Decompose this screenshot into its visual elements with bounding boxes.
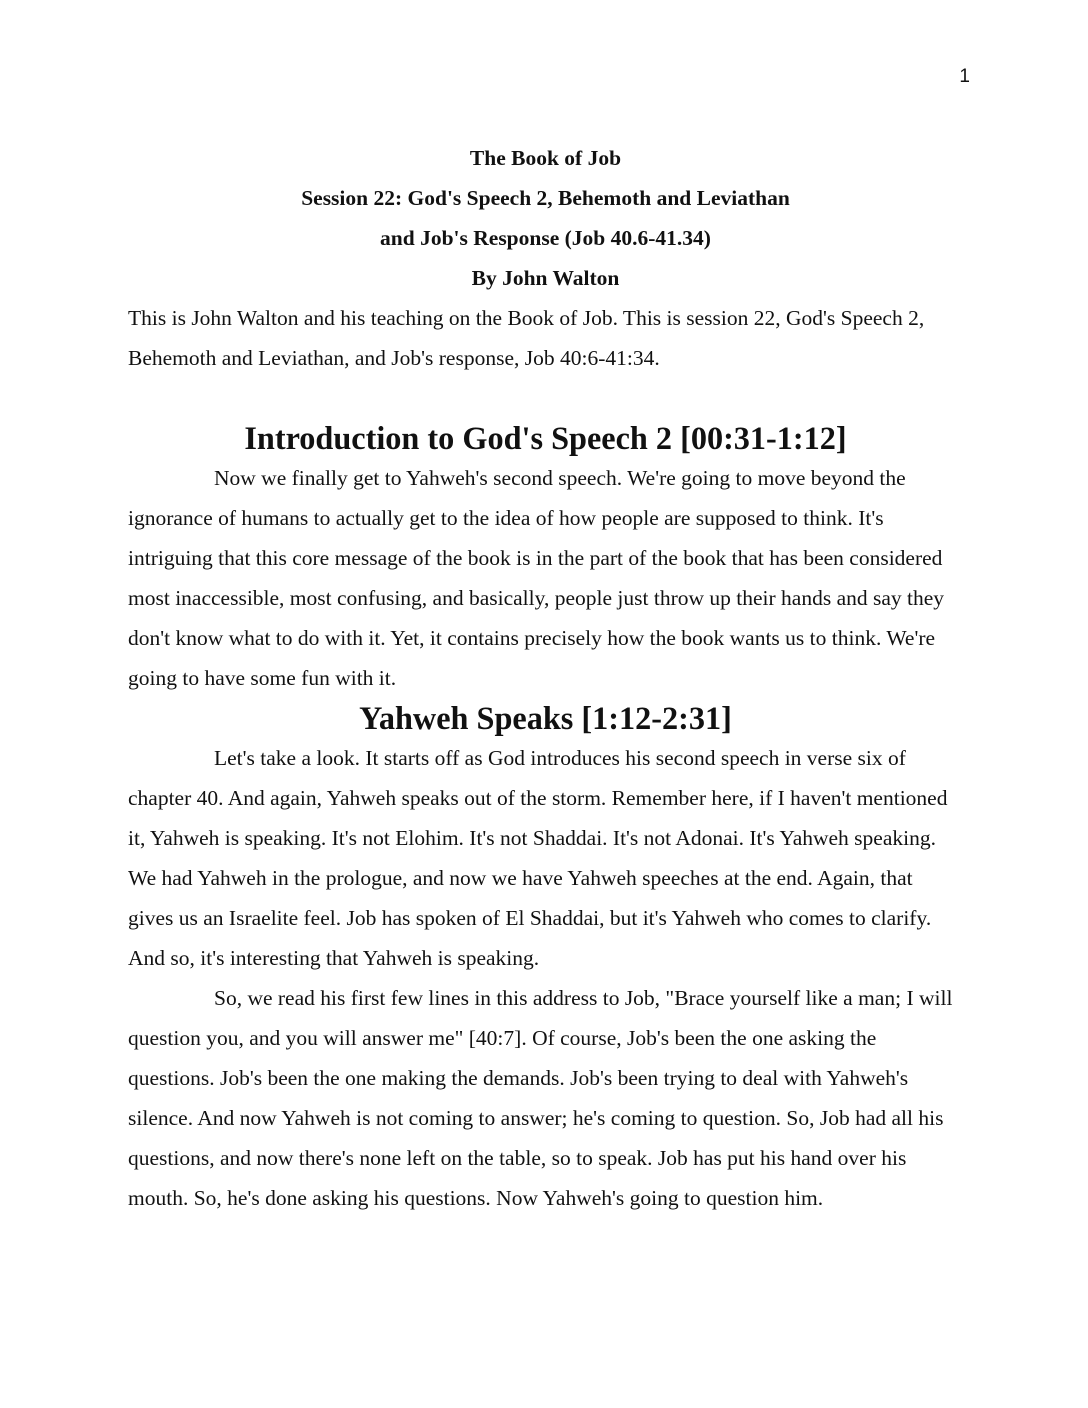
- page-number: 1: [959, 66, 970, 87]
- intro-paragraph: This is John Walton and his teaching on the Book of Job. This is session 22, God's Speech 2, Behemoth and Leviathan, and Job's response, Job 40:6-41:34.: [128, 306, 925, 370]
- body-paragraph: So, we read his first few lines in this address to Job, "Brace yourself like a man; I will question you, and you will answer me" [40:7]. Of course, Job's been the one asking the questions. Job's been the one making the demands. Job's been trying to deal with Yahweh's silence. And now Yahweh is not coming to answer; he's coming to question. So, Job had all his questions, and now there's none left on the table, so to speak. Job has put his hand over his mouth. So, he's done asking his questions. Now Yahweh's going to question him.: [128, 986, 953, 1210]
- section-heading-introduction: Introduction to God's Speech 2 [00:31-1:12]: [244, 420, 847, 456]
- body-paragraph: Now we finally get to Yahweh's second speech. We're going to move beyond the ignorance of humans to actually get to the idea of how people are supposed to think. It's intriguing that this core message of the book is in the part of the book that has been considered most inaccessible, most confusing, and basically, people just throw up their hands and say they don't know what to do with it. Yet, it contains precisely how the book wants us to think. We're going to have some fun with it.: [128, 466, 945, 690]
- section-heading-yahweh-speaks: Yahweh Speaks [1:12-2:31]: [359, 700, 732, 736]
- author-line: By John Walton: [471, 266, 620, 290]
- session-title: Session 22: God's Speech 2, Behemoth and Leviathan: [301, 186, 790, 210]
- session-subtitle: and Job's Response (Job 40.6-41.34): [380, 226, 711, 250]
- document-title: The Book of Job: [469, 146, 622, 170]
- body-paragraph: Let's take a look. It starts off as God introduces his second speech in verse six of chapter 40. And again, Yahweh speaks out of the storm. Remember here, if I haven't mentioned it, Yahweh is speaking. It's not Elohim. It's not Shaddai. It's not Adonai. It's Yahweh speaking. We had Yahweh in the prologue, and now we have Yahweh speeches at the end. Again, that gives us an Israelite feel. Job has spoken of El Shaddai, but it's Yahweh who comes to clarify. And so, it's interesting that Yahweh is speaking.: [128, 746, 948, 970]
- document-body: [128, 138, 963, 1218]
